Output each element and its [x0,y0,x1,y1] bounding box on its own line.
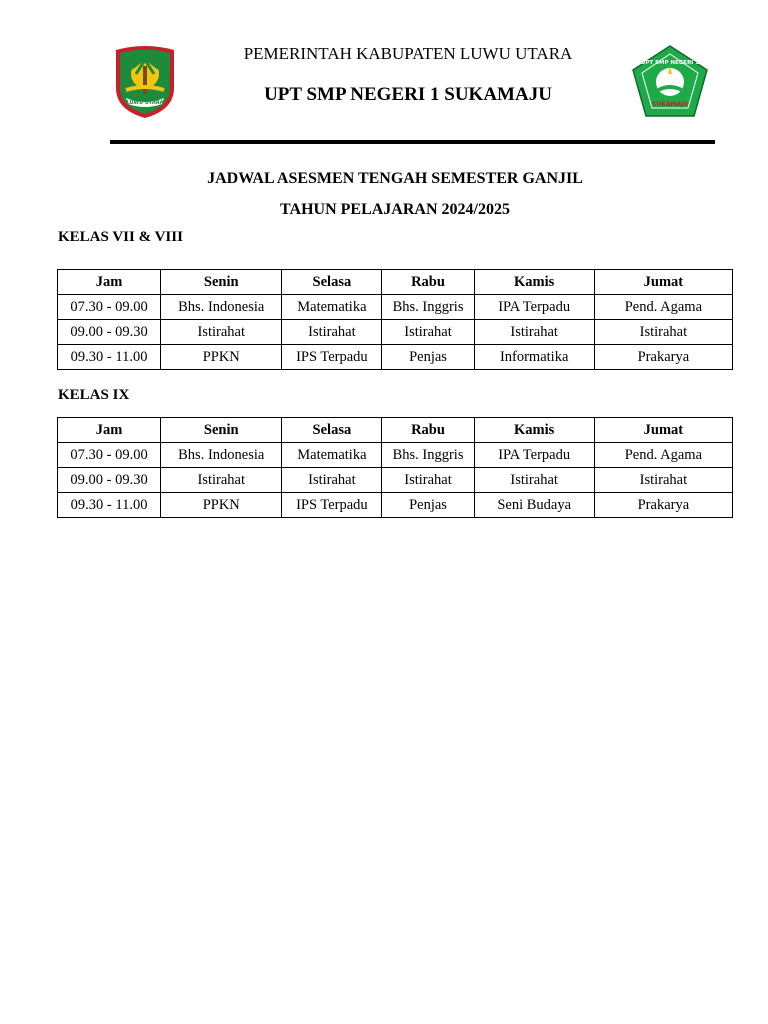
school-emblem-icon [630,44,710,118]
subject-cell: Penjas [382,345,474,370]
subject-cell: Istirahat [282,468,382,493]
column-header: Jumat [594,270,732,295]
regency-crest-icon [112,44,178,120]
table-header-row [58,418,733,443]
column-header: Rabu [382,418,474,443]
subject-cell: Istirahat [474,320,594,345]
subject-cell: Pend. Agama [594,295,732,320]
column-header: Selasa [282,418,382,443]
subject-cell: Matematika [282,443,382,468]
time-cell: 07.30 - 09.00 [58,443,161,468]
subject-cell: Istirahat [594,468,732,493]
column-header: Jumat [594,418,732,443]
time-cell: 09.30 - 11.00 [58,345,161,370]
emblem-text-top: UPT SMP NEGERI 1 [640,60,700,66]
table-header-row [58,270,733,295]
subject-cell: PPKN [161,493,282,518]
time-cell: 07.30 - 09.00 [58,295,161,320]
schedule-table-ix [57,417,733,518]
subject-cell: IPS Terpadu [282,493,382,518]
subject-cell: Istirahat [594,320,732,345]
subject-cell: Prakarya [594,345,732,370]
schedule-table-vii-viii [57,269,733,370]
column-header: Kamis [474,270,594,295]
subject-cell: Istirahat [382,468,474,493]
time-cell: 09.00 - 09.30 [58,320,161,345]
table-row [58,443,733,468]
subject-cell: Istirahat [161,320,282,345]
column-header: Rabu [382,270,474,295]
subject-cell: Bhs. Inggris [382,443,474,468]
subject-cell: Istirahat [382,320,474,345]
column-header: Senin [161,270,282,295]
column-header: Selasa [282,270,382,295]
time-cell: 09.30 - 11.00 [58,493,161,518]
table-row [58,295,733,320]
subject-cell: Pend. Agama [594,443,732,468]
subject-cell: Seni Budaya [474,493,594,518]
subject-cell: Informatika [474,345,594,370]
subject-cell: Bhs. Inggris [382,295,474,320]
emblem-text-bottom: SUKAMAJU [651,101,689,108]
table-row [58,468,733,493]
crest-text: LUWU UTARA [126,100,164,106]
subject-cell: Istirahat [474,468,594,493]
school-name: UPT SMP NEGERI 1 SUKAMAJU [264,84,552,105]
class-label-vii-viii: KELAS VII & VIII [58,229,183,245]
subject-cell: IPS Terpadu [282,345,382,370]
subject-cell: Matematika [282,295,382,320]
column-header: Jam [58,418,161,443]
header-divider [110,140,715,144]
class-label-ix: KELAS IX [58,387,130,403]
table-row [58,320,733,345]
subject-cell: Bhs. Indonesia [161,295,282,320]
subject-cell: PPKN [161,345,282,370]
table-row [58,493,733,518]
subject-cell: Bhs. Indonesia [161,443,282,468]
academic-year: TAHUN PELAJARAN 2024/2025 [280,201,510,218]
table-row [58,345,733,370]
document-title: JADWAL ASESMEN TENGAH SEMESTER GANJIL [207,170,583,187]
subject-cell: IPA Terpadu [474,443,594,468]
time-cell: 09.00 - 09.30 [58,468,161,493]
subject-cell: IPA Terpadu [474,295,594,320]
subject-cell: Istirahat [161,468,282,493]
subject-cell: Prakarya [594,493,732,518]
subject-cell: Penjas [382,493,474,518]
column-header: Jam [58,270,161,295]
column-header: Kamis [474,418,594,443]
government-name: PEMERINTAH KABUPATEN LUWU UTARA [243,44,573,63]
subject-cell: Istirahat [282,320,382,345]
column-header: Senin [161,418,282,443]
